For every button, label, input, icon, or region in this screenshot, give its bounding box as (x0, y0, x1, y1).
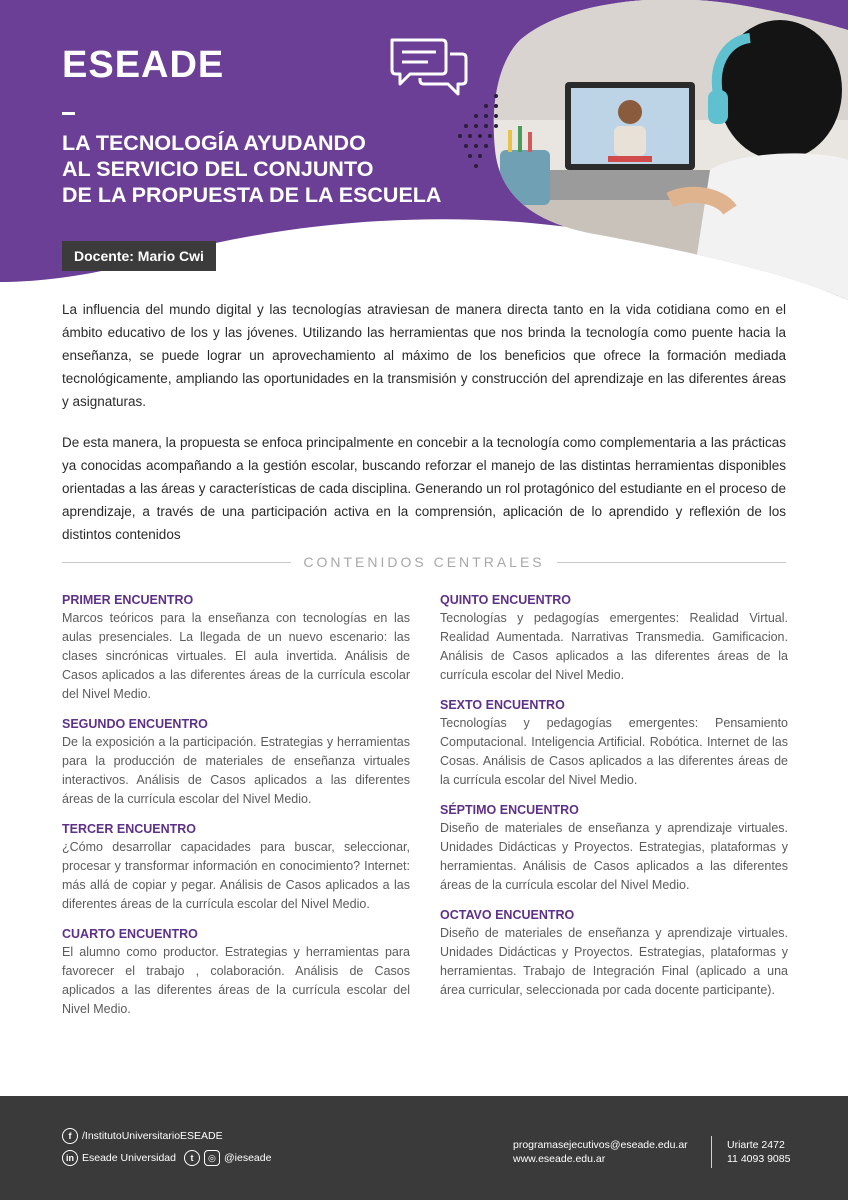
title-dash (62, 112, 75, 115)
encuentro-title: TERCER ENCUENTRO (62, 822, 197, 836)
encuentro-text: El alumno como productor. Estrategias y herramientas para favorecer el trabajo , colaboración. Análisis de Casos aplicados a las diferentes áreas de la currícula escolar del Nivel Medio. (62, 945, 410, 1016)
divider (557, 562, 786, 563)
encuentro-title: OCTAVO ENCUENTRO (440, 908, 575, 922)
footer (0, 1096, 848, 1200)
facebook-handle[interactable]: /InstitutoUniversitarioESEADE (82, 1130, 223, 1142)
intro-paragraph: De esta manera, la propuesta se enfoca principalmente en concebir a la tecnología como complementaria a las prácticas ya conocidas acompañando a la gestión escolar, buscando reforzar el manejo de las distintas herramientas disponibles orientadas a las áreas y características de cada disciplina. Generando un rol protagónico del estudiante en el proceso de aprendizaje, a través de una participación activa en la comprensión, aplicación de lo aprendido y reflexión de los distintos contenidos (62, 435, 786, 542)
encuentro-item (62, 717, 410, 809)
intro-text (62, 298, 786, 564)
docente-badge: Docente: Mario Cwi (62, 241, 216, 271)
twitter-icon[interactable]: t (184, 1150, 200, 1166)
hero-header (0, 0, 848, 330)
encuentro-item (440, 593, 788, 685)
encuentro-item (440, 908, 788, 1000)
encuentro-title: PRIMER ENCUENTRO (62, 593, 194, 607)
encuentro-title: QUINTO ENCUENTRO (440, 593, 572, 607)
phone-text: 11 4093 9085 (727, 1153, 791, 1165)
email-link[interactable]: programasejecutivos@eseade.edu.ar (513, 1139, 688, 1151)
encuentro-text: Tecnologías y pedagogías emergentes: Realidad Virtual. Realidad Aumentada. Narrativas Transmedia. Gamificacion. Análisis de Casos aplicados a las diferentes áreas de la currícula escolar del Nivel Medio. (440, 611, 788, 682)
encuentro-text: Diseño de materiales de enseñanza y aprendizaje virtuales. Unidades Didácticas y Proyectos. Estrategias, plataformas y herramientas. Análisis de Casos aplicados a las diferentes áreas de la currícula escolar del Nivel Medio. (440, 821, 788, 892)
encuentro-title: SÉPTIMO ENCUENTRO (440, 803, 579, 817)
encuentro-text: Marcos teóricos para la enseñanza con tecnologías en las aulas presenciales. La llegada de un nuevo escenario: las clases sincrónicas virtuales. El aula invertida. Análisis de Casos aplicados a las diferentes áreas de la currícula escolar del Nivel Medio. (62, 611, 410, 701)
encuentro-item (62, 593, 410, 704)
title-line: AL SERVICIO DEL CONJUNTO (62, 157, 374, 181)
divider (62, 562, 291, 563)
encuentros-left-column (62, 593, 410, 1032)
encuentro-text: Diseño de materiales de enseñanza y aprendizaje virtuales. Unidades Didácticas y Proyectos. Estrategias, plataformas y herramientas. Trabajo de Integración Final (aplicado a una área curricular, seleccionada por cada docente participante). (440, 926, 788, 997)
facebook-row[interactable] (62, 1128, 223, 1144)
encuentro-title: CUARTO ENCUENTRO (62, 927, 198, 941)
title-line: LA TECNOLOGÍA AYUDANDO (62, 131, 366, 155)
section-heading-text: CONTENIDOS CENTRALES (303, 554, 545, 570)
encuentro-title: SEGUNDO ENCUENTRO (62, 717, 208, 731)
social-row (62, 1150, 271, 1166)
instagram-icon[interactable]: ◎ (204, 1150, 220, 1166)
linkedin-icon[interactable]: in (62, 1150, 78, 1166)
title-line: DE LA PROPUESTA DE LA ESCUELA (62, 183, 442, 207)
encuentro-text: De la exposición a la participación. Estrategias y herramientas para la producción de materiales de enseñanza virtuales interactivos. Análisis de Casos aplicados a las diferentes áreas de la currícula escolar del Nivel Medio. (62, 735, 410, 806)
website-link[interactable]: www.eseade.edu.ar (513, 1153, 606, 1165)
facebook-icon[interactable]: f (62, 1128, 78, 1144)
address-info (727, 1138, 790, 1166)
encuentro-text: ¿Cómo desarrollar capacidades para buscar, seleccionar, procesar y transformar información en conocimiento? Internet: más allá de copiar y pegar. Análisis de Casos aplicados a las diferentes áreas de la currícula escolar del Nivel Medio. (62, 840, 410, 911)
eseade-logo: ESEADE (62, 44, 225, 86)
encuentro-item (62, 927, 410, 1019)
contact-info (513, 1138, 688, 1166)
encuentros-right-column (440, 593, 788, 1013)
encuentro-item (440, 698, 788, 790)
social-handle[interactable]: @ieseade (223, 1152, 272, 1164)
encuentro-item (440, 803, 788, 895)
footer-divider (711, 1136, 712, 1168)
linkedin-handle[interactable]: Eseade Universidad (82, 1152, 176, 1164)
intro-paragraph: La influencia del mundo digital y las tecnologías atraviesan de manera directa tanto en la vida cotidiana como en el ámbito educativo de los y las jóvenes. Utilizando las herramientas que nos brinda la tecnología como puente hacia la enseñanza, se puede lograr un aprovechamiento al máximo de los beneficios que ofrece la formación mediada tecnológicamente, ampliando las oportunidades en la transmisión y construcción del aprendizaje en las diferentes áreas y asignaturas. (62, 302, 786, 409)
encuentro-item (62, 822, 410, 914)
section-heading (62, 552, 786, 572)
address-text: Uriarte 2472 (727, 1139, 785, 1151)
page-title (62, 130, 441, 208)
encuentro-title: SEXTO ENCUENTRO (440, 698, 565, 712)
encuentro-text: Tecnologías y pedagogías emergentes: Pensamiento Computacional. Inteligencia Artificial. Robótica. Internet de las Cosas. Análisis de Casos aplicados a las diferentes áreas de la currícula escolar del Nivel Medio. (440, 716, 788, 787)
